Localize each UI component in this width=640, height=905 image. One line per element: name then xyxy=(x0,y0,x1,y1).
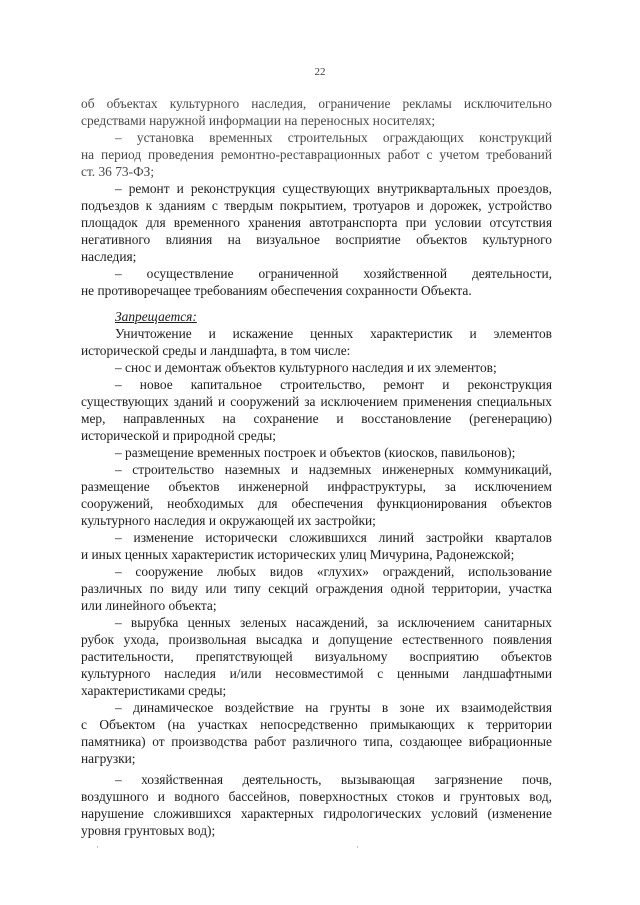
text-line: различных по виду или типу секций ограждения одной территории, участка xyxy=(81,581,552,596)
text-line: на период проведения ремонтно-реставрационных работ с учетом требований xyxy=(81,147,552,162)
text-line: – вырубка ценных зеленых насаждений, за исключением санитарных xyxy=(115,615,552,630)
text-line: сооружений, необходимых для обеспечения функционирования объектов xyxy=(81,496,552,511)
text-line: культурного наследия и окружающей их застройки; xyxy=(81,513,376,528)
text-line: характеристиками среды; xyxy=(81,683,227,698)
text-line: подъездов к зданиям с твердым покрытием, тротуаров и дорожек, устройство xyxy=(81,198,552,213)
section-heading: Запрещается: xyxy=(115,309,197,324)
text-line: исторической и природной среды; xyxy=(81,428,277,443)
text-line: и иных ценных характеристик исторических улиц Мичурина, Радонежской; xyxy=(81,547,515,562)
text-line: – строительство наземных и надземных инженерных коммуникаций, xyxy=(115,462,552,477)
text-line: растительности, препятствующей визуальному восприятию объектов xyxy=(81,649,552,664)
text-line: Уничтожение и искажение ценных характеристик и элементов xyxy=(115,326,552,341)
text-line: нарушение сложившихся характерных гидрологических условий (изменение xyxy=(81,806,552,821)
text-line: – осуществление ограниченной хозяйственной деятельности, xyxy=(115,266,552,281)
text-line: средствами наружной информации на переносных носителях; xyxy=(81,113,436,128)
text-line: уровня грунтовых вод); xyxy=(81,823,216,838)
text-line: нагрузки; xyxy=(81,751,136,766)
text-line: с Объектом (на участках непосредственно примыкающих к территории xyxy=(81,717,552,732)
text-line: не противоречащее требованиям обеспечения сохранности Объекта. xyxy=(81,283,472,298)
text-line: негативного влияния на визуальное восприятие объектов культурного xyxy=(81,232,552,247)
text-line: мер, направленных на сохранение и восстановление (регенерацию) xyxy=(81,411,552,426)
text-line: памятника) от производства работ различного типа, создающее вибрационные xyxy=(81,734,552,749)
text-line: – новое капитальное строительство, ремонт и реконструкция xyxy=(115,377,552,392)
text-line: ст. 36 73-ФЗ; xyxy=(81,164,155,179)
text-line: размещение объектов инженерной инфраструктуры, за исключением xyxy=(81,479,552,494)
text-line: – сооружение любых видов «глухих» ограждений, использование xyxy=(115,564,552,579)
text-line: культурного наследия и/или несовместимой с ценными ландшафтными xyxy=(81,666,552,681)
scan-speck: · xyxy=(96,842,99,852)
text-line: – хозяйственная деятельность, вызывающая загрязнение почв, xyxy=(115,772,552,787)
text-line: исторической среды и ландшафта, в том числе: xyxy=(81,343,351,358)
text-line: – установка временных строительных ограждающих конструкций xyxy=(115,130,552,145)
scan-speck: · xyxy=(356,842,359,852)
text-line: – ремонт и реконструкция существующих внутриквартальных проездов, xyxy=(115,181,552,196)
text-line: или линейного объекта; xyxy=(81,598,217,613)
text-line: – снос и демонтаж объектов культурного наследия и их элементов; xyxy=(115,360,497,375)
text-line: наследия; xyxy=(81,249,137,264)
text-line: рубок ухода, произвольная высадка и допущение естественного появления xyxy=(81,632,552,647)
text-line: об объектах культурного наследия, ограничение рекламы исключительно xyxy=(81,96,552,111)
page-number: 22 xyxy=(314,66,326,78)
text-line: – изменение исторически сложившихся линий застройки кварталов xyxy=(115,530,552,545)
text-line: площадок для временного хранения автотранспорта при условии отсутствия xyxy=(81,215,552,230)
text-line: существующих зданий и сооружений за исключением применения специальных xyxy=(81,394,552,409)
text-line: – размещение временных построек и объектов (киосков, павильонов); xyxy=(115,445,516,460)
text-line: – динамическое воздействие на грунты в зоне их взаимодействия xyxy=(115,700,552,715)
text-line: воздушного и водного бассейнов, поверхностных стоков и грунтовых вод, xyxy=(81,789,552,804)
